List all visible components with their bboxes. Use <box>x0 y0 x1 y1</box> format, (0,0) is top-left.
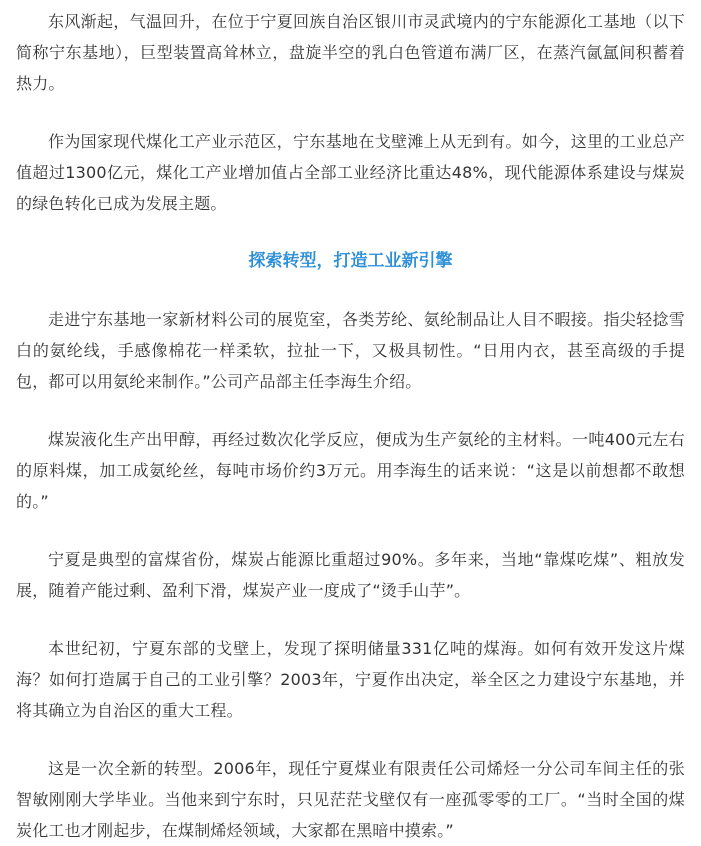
paragraph-coal-sea: 本世纪初，宁夏东部的戈壁上，发现了探明储量331亿吨的煤海。如何有效开发这片煤海？如何打造属于自己的工业引擎？2003年，宁夏作出决定，举全区之力建设宁东基地，并将其确立为自治区的重大工程。 <box>16 639 685 720</box>
paragraph-coal-liquefaction: 煤炭液化生产出甲醇，再经过数次化学反应，便成为生产氨纶的主材料。一吨400元左右的原料煤，加工成氨纶丝，每吨市场价约3万元。用李海生的话来说：“这是以前想都不敢想的。” <box>16 430 685 511</box>
paragraph-showroom: 走进宁东基地一家新材料公司的展览室，各类芳纶、氨纶制品让人目不暇接。指尖轻捻雪白的氨纶线，手感像棉花一样柔软，拉扯一下，又极具韧性。“日用内衣，甚至高级的手提包，都可以用氨纶来制作。”公司产品部主任李海生介绍。 <box>16 310 685 391</box>
paragraph-overview: 作为国家现代煤化工产业示范区，宁东基地在戈壁滩上从无到有。如今，这里的工业总产值超过1300亿元，煤化工产业增加值占全部工业经济比重达48%，现代能源体系建设与煤炭的绿色转化已成为发展主题。 <box>16 132 685 213</box>
paragraph-coal-province: 宁夏是典型的富煤省份，煤炭占能源比重超过90%。多年来，当地“靠煤吃煤”、粗放发展，随着产能过剩、盈利下滑，煤炭产业一度成了“烫手山芋”。 <box>16 550 685 600</box>
paragraph-intro: 东风渐起，气温回升，在位于宁夏回族自治区银川市灵武境内的宁东能源化工基地（以下简称宁东基地），巨型装置高耸林立，盘旋半空的乳白色管道布满厂区，在蒸汽氤氲间积蓄着热力。 <box>16 12 685 93</box>
paragraph-transformation: 这是一次全新的转型。2006年，现任宁夏煤业有限责任公司烯烃一分公司车间主任的张智敏刚刚大学毕业。当他来到宁东时，只见茫茫戈壁仅有一座孤零零的工厂。“当时全国的煤炭化工也才刚起步，在煤制烯烃领域，大家都在黑暗中摸索。” <box>16 759 685 840</box>
section-heading: 探索转型，打造工业新引擎 <box>248 251 453 271</box>
